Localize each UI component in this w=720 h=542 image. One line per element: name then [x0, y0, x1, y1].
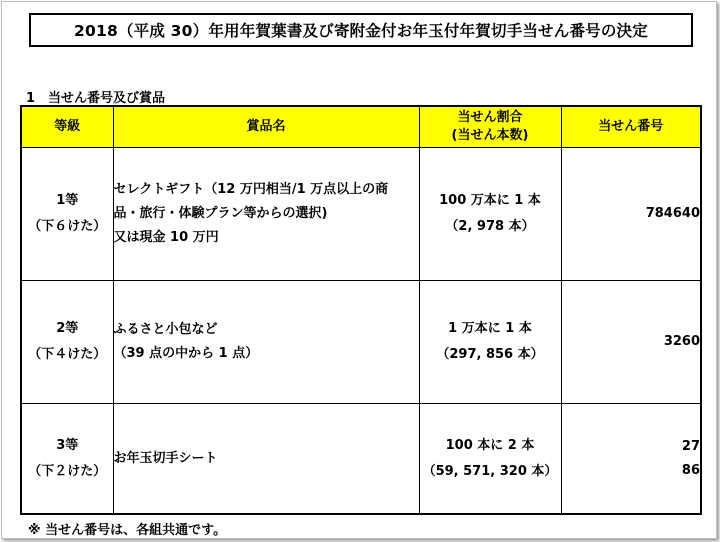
grade-cell	[21, 281, 113, 404]
grade-cell	[21, 404, 113, 515]
winning-number: 27	[681, 438, 700, 454]
prize-line: お年玉切手シート	[113, 450, 218, 466]
grade-label: 1等	[56, 193, 79, 208]
odds-count: （59, 571, 320 本）	[422, 463, 558, 479]
header-odds-line1: 当せん割合	[457, 110, 523, 125]
winning-number: 3260	[663, 334, 700, 349]
odds-cell	[419, 148, 561, 281]
table-row	[21, 148, 701, 281]
odds-count: （297, 856 本）	[436, 347, 544, 362]
prize-cell	[113, 404, 419, 515]
header-grade: 等級	[21, 106, 113, 148]
prize-line: 又は現金 10 万円	[113, 230, 219, 245]
header-number: 当せん番号	[561, 106, 701, 148]
section-heading: 1 当せん番号及び賞品	[26, 91, 166, 106]
grade-digits: （下２けた）	[28, 463, 107, 479]
grade-digits: （下４けた）	[28, 347, 107, 362]
winning-number: 784640	[645, 206, 700, 221]
prize-cell	[113, 148, 419, 281]
odds-count: （2, 978 本）	[445, 219, 535, 234]
odds-cell	[419, 404, 561, 515]
winning-number-cell	[561, 281, 701, 404]
prize-line: （39 点の中から 1 点）	[113, 346, 259, 361]
odds-ratio: 100 本に 2 本	[445, 437, 535, 453]
prize-cell	[113, 281, 419, 404]
grade-label: 3等	[56, 437, 79, 453]
table-header-row	[21, 106, 701, 148]
winning-number: 86	[681, 462, 700, 478]
odds-cell	[419, 281, 561, 404]
title-text: 2018（平成 30）年用年賀葉書及び寄附金付お年玉付年賀切手当せん番号の決定	[74, 22, 648, 40]
odds-ratio: 100 万本に 1 本	[439, 193, 541, 208]
winning-number-cell	[561, 404, 701, 515]
grade-label: 2等	[56, 321, 79, 336]
footnote: ※ 当せん番号は、各組共通です。	[28, 523, 227, 538]
prize-line: 品・旅行・体験プラン等からの選択)	[113, 206, 328, 221]
grade-cell	[21, 148, 113, 281]
grade-digits: （下６けた）	[28, 219, 107, 234]
odds-ratio: 1 万本に 1 本	[448, 321, 532, 336]
document-title	[29, 13, 693, 47]
prize-table	[20, 105, 702, 515]
header-odds-line2: (当せん本数)	[451, 128, 529, 143]
table-row	[21, 404, 701, 515]
table-row	[21, 281, 701, 404]
header-odds	[419, 106, 561, 148]
prize-line: セレクトギフト（12 万円相当/1 万点以上の商	[113, 182, 389, 197]
prize-line: ふるさと小包など	[113, 322, 218, 337]
winning-number-cell	[561, 148, 701, 281]
header-prize: 賞品名	[113, 106, 419, 148]
